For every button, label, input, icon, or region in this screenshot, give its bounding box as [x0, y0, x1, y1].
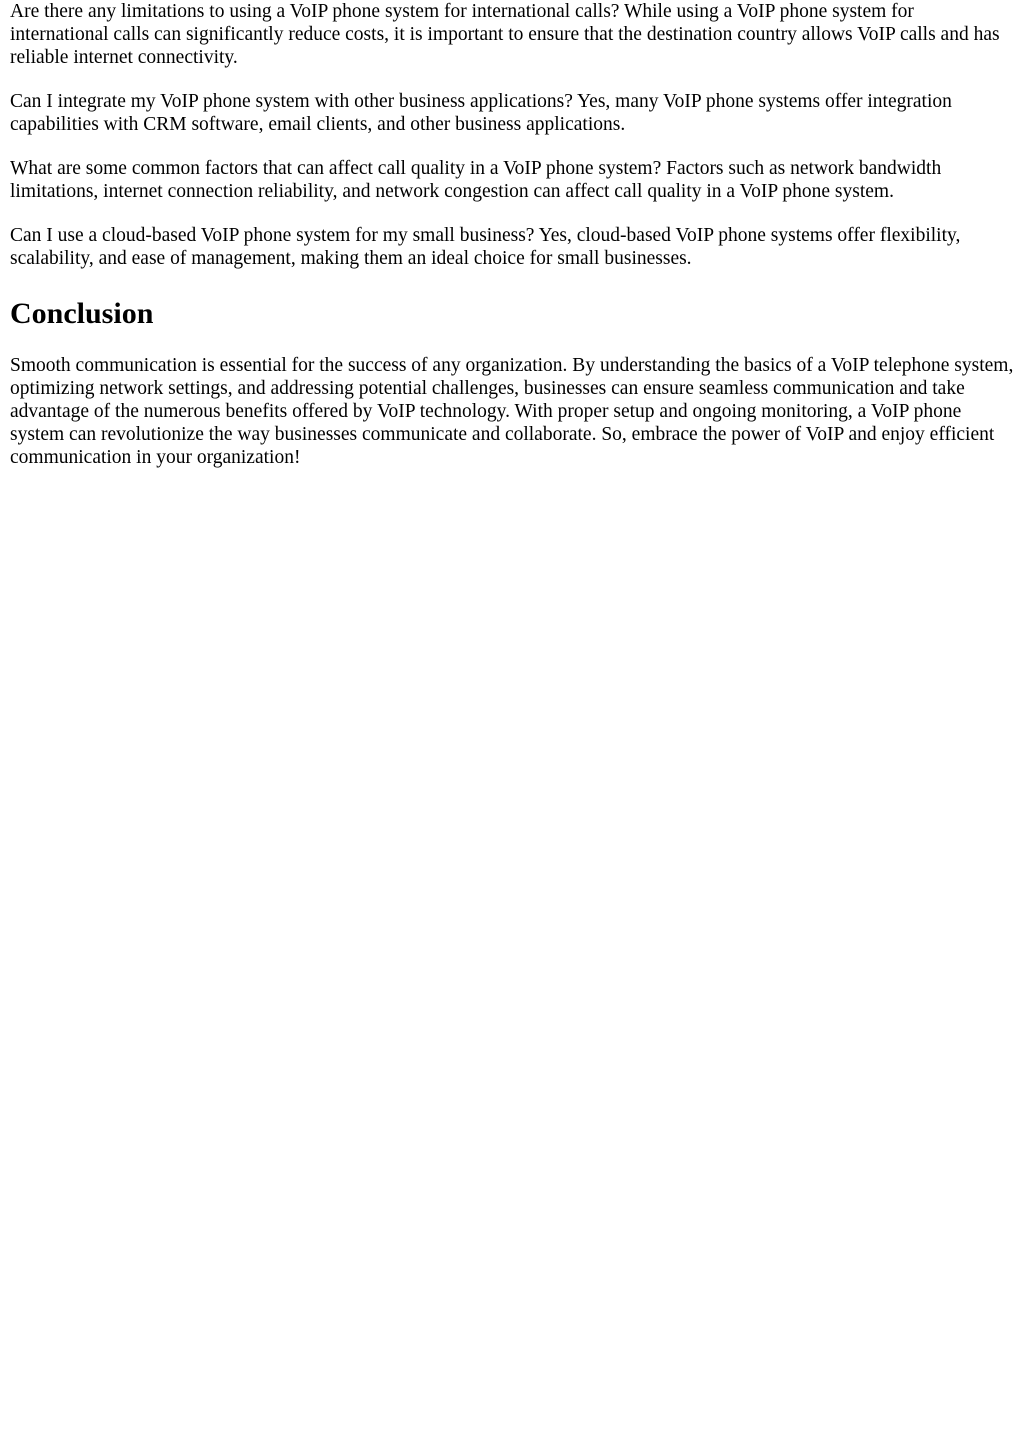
- faq-paragraph-call-quality: What are some common factors that can affect call quality in a VoIP phone system? Factors such as network bandwidth limitations, internet connection reliability, and network congestion can affect call quality in a VoIP phone system.: [10, 158, 942, 202]
- faq-paragraph-cloud-based: Can I use a cloud-based VoIP phone system for my small business? Yes, cloud-based VoIP phone systems offer flexibility, scalability, and ease of management, making them an ideal choice for small businesses.: [10, 225, 961, 269]
- faq-paragraph-international-calls: Are there any limitations to using a VoIP phone system for international calls? While using a VoIP phone system for international calls can significantly reduce costs, it is important to ensure that the destination country allows VoIP calls and has reliable internet connectivity.: [10, 1, 1000, 68]
- conclusion-paragraph: Smooth communication is essential for the success of any organization. By understanding the basics of a VoIP telephone system, optimizing network settings, and addressing potential challenges, businesses can ensure seamless communication and take advantage of the numerous benefits offered by VoIP technology. With proper setup and ongoing monitoring, a VoIP phone system can revolutionize the way businesses communicate and collaborate. So, embrace the power of VoIP and enjoy efficient communication in your organization!: [10, 355, 1014, 468]
- faq-paragraph-integration: Can I integrate my VoIP phone system with other business applications? Yes, many VoIP phone systems offer integration capabilities with CRM software, email clients, and other business applications.: [10, 91, 952, 135]
- document-body: [10, 0, 1014, 469]
- conclusion-heading: Conclusion: [10, 297, 154, 330]
